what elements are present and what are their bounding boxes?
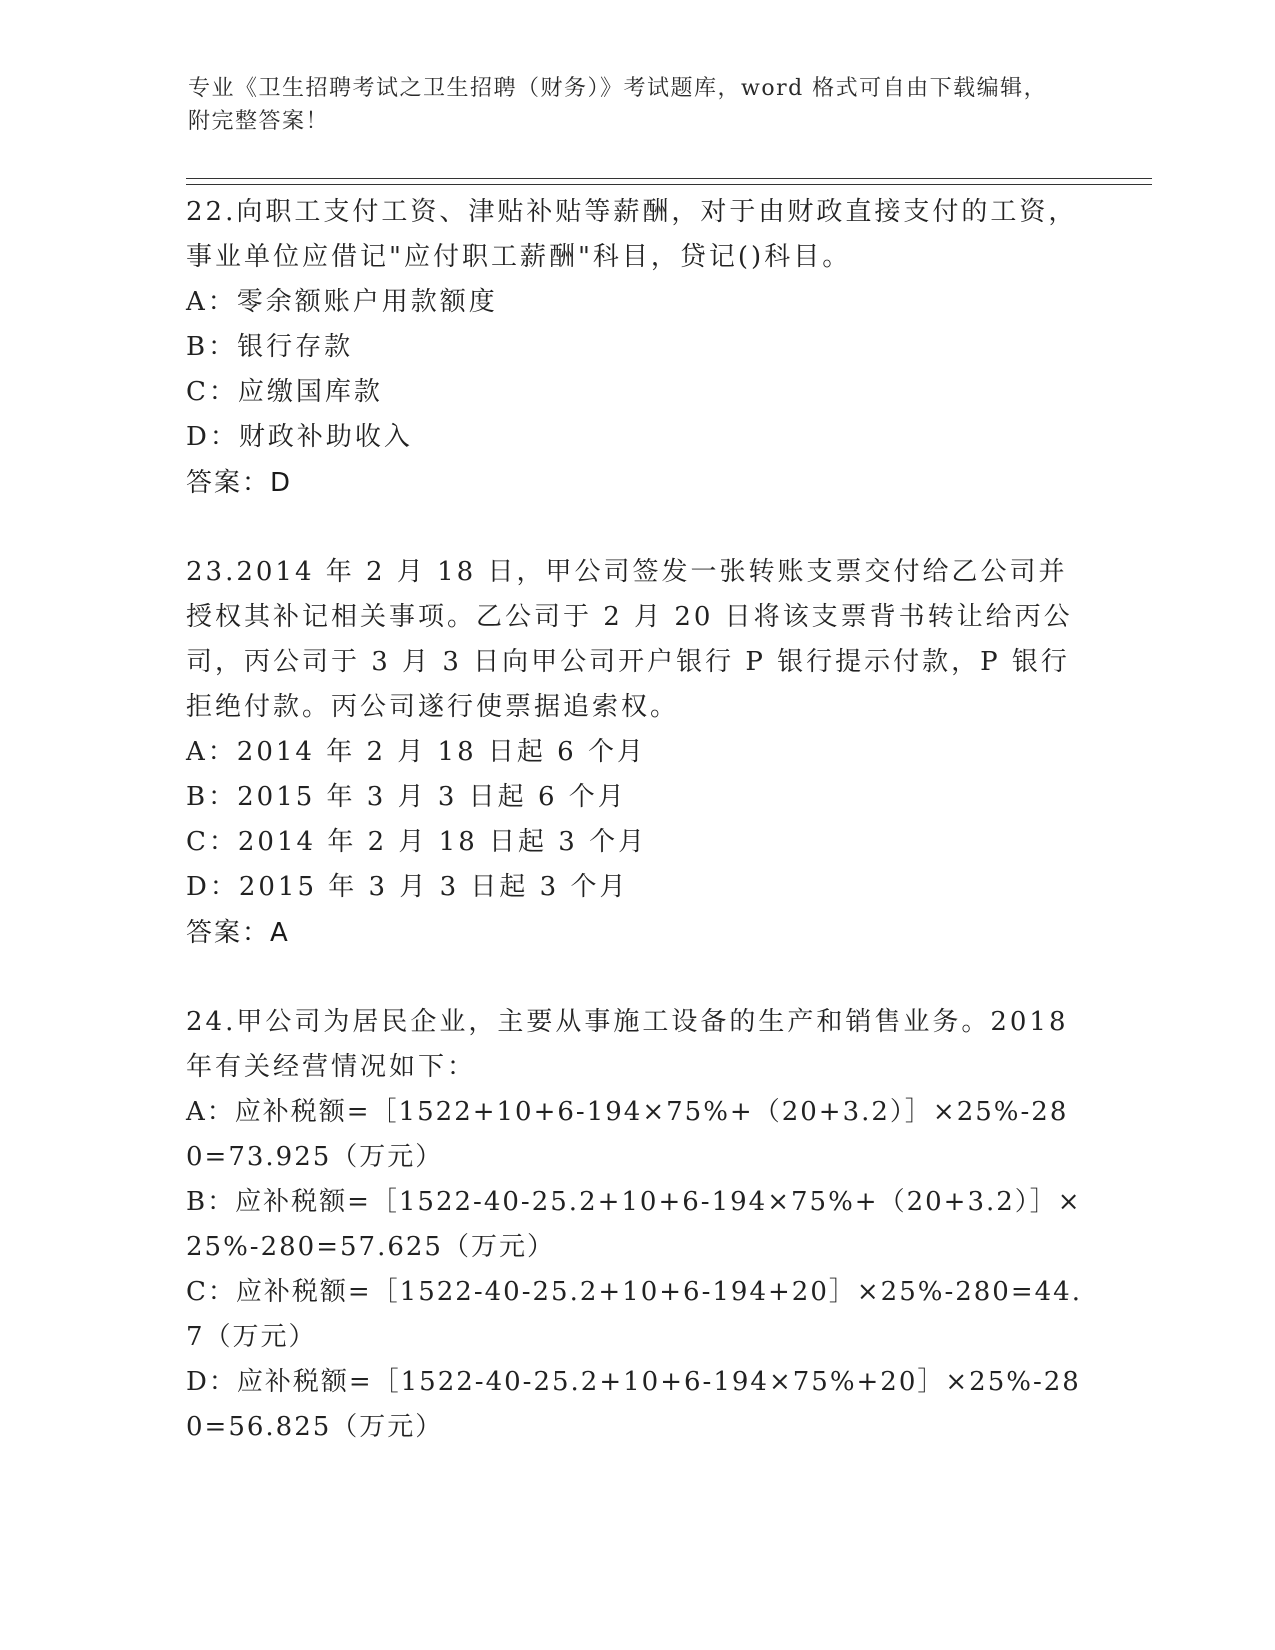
header-divider [186, 178, 1152, 185]
answer: 答案：A [186, 918, 290, 948]
question-22 [186, 190, 1086, 506]
question-text: 22.向职工支付工资、津贴补贴等薪酬，对于由财政直接支付的工资，事业单位应借记"应付职工薪酬"科目，贷记()科目。 [186, 197, 1078, 272]
question-list [186, 190, 1086, 1494]
option-b: B：2015 年 3 月 3 日起 6 个月 [186, 782, 627, 812]
option-d: D：应补税额=［1522-40-25.2+10+6-194×75%+20］×25%-280=56.825（万元） [186, 1367, 1081, 1442]
question-text: 24.甲公司为居民企业，主要从事施工设备的生产和销售业务。2018 年有关经营情况如下： [186, 1007, 1069, 1082]
answer: 答案：D [186, 468, 293, 498]
option-a: A：应补税额=［1522+10+6-194×75%+（20+3.2）］×25%-280=73.925（万元） [186, 1097, 1069, 1172]
option-c: C：应补税额=［1522-40-25.2+10+6-194+20］×25%-280=44.7（万元） [186, 1277, 1082, 1352]
question-24 [186, 1000, 1086, 1450]
option-c: C：2014 年 2 月 18 日起 3 个月 [186, 827, 648, 857]
question-23 [186, 550, 1086, 956]
option-a: A：2014 年 2 月 18 日起 6 个月 [186, 737, 646, 767]
option-a: A：零余额账户用款额度 [186, 287, 498, 317]
document-header: 专业《卫生招聘考试之卫生招聘（财务）》考试题库，word 格式可自由下载编辑，附完整答案！ [188, 76, 1048, 134]
option-c: C：应缴国库款 [186, 377, 383, 407]
option-d: D：财政补助收入 [186, 422, 413, 452]
option-b: B：银行存款 [186, 332, 354, 362]
question-text: 23.2014 年 2 月 18 日，甲公司签发一张转账支票交付给乙公司并授权其补记相关事项。乙公司于 2 月 20 日将该支票背书转让给丙公司，丙公司于 3 月 3 日向甲公司开户银行 P 银行提示付款，P 银行拒绝付款。丙公司遂行使票据追索权。 [186, 557, 1073, 722]
option-d: D：2015 年 3 月 3 日起 3 个月 [186, 872, 629, 902]
option-b: B：应补税额=［1522-40-25.2+10+6-194×75%+（20+3.2）］×25%-280=57.625（万元） [186, 1187, 1082, 1262]
